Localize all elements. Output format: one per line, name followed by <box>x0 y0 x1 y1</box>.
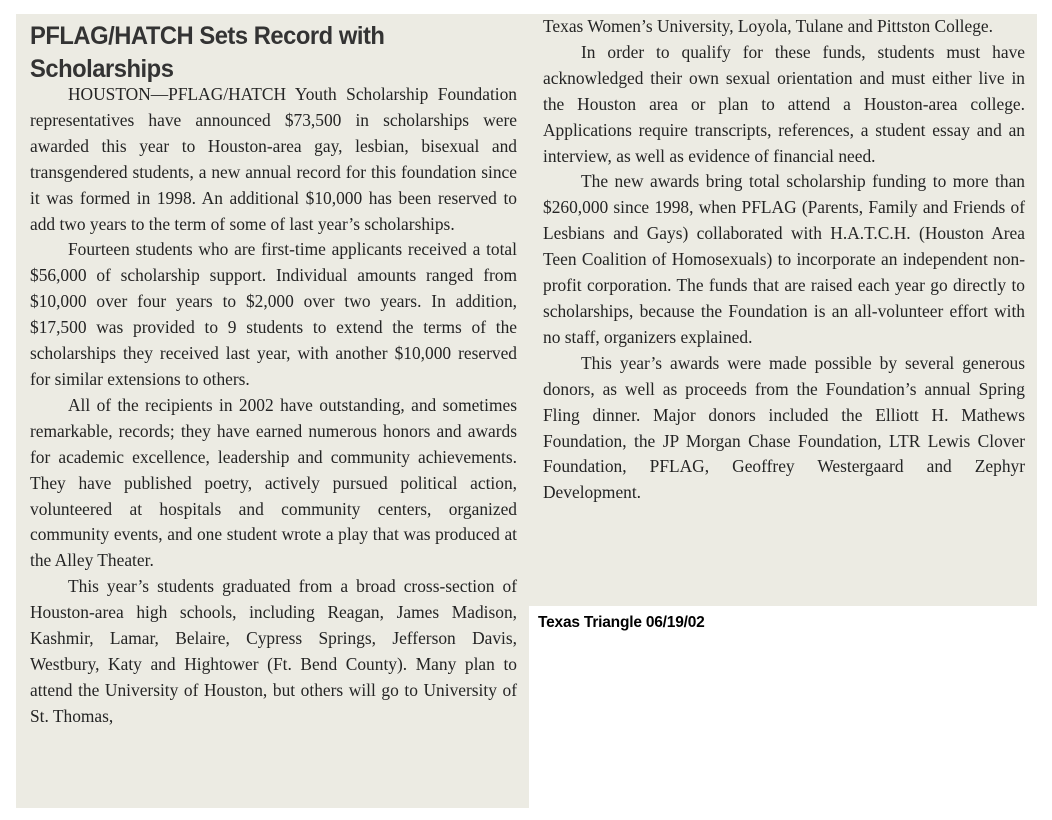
article-paragraph: The new awards bring total scholarship funding to more than $260,000 since 1998, when PFLAG (Parents, Family and Friends of Lesbians and Gays) collaborated with H.A.T.C.H. (Houston Area Teen Coalition of Homosexuals) to incorporate an independent non-profit corporation. The funds that are raised each year go directly to scholarships, because the Foundation is an all-volunteer effort with no staff, organizers explained. <box>543 171 1025 347</box>
article-left-column <box>16 14 529 808</box>
article-paragraph-continued: Texas Women’s University, Loyola, Tulane and Pittston College. <box>543 16 993 36</box>
article-paragraph: In order to qualify for these funds, students must have acknowledged their own sexual orientation and must either live in the Houston area or plan to attend a Houston-area college. Applications require transcripts, references, a student essay and an interview, as well as evidence of financial need. <box>543 41 1025 166</box>
article-paragraph: All of the recipients in 2002 have outstanding, and sometimes remarkable, records; they have earned numerous honors and awards for academic excellence, leadership and community achievements. They have published poetry, actively pursued political action, volunteered at hospitals and community centers, organized community events, and one student wrote a play that was produced at the Alley Theater. <box>30 394 517 571</box>
article-paragraph: This year’s awards were made possible by several generous donors, as well as proceeds from the Foundation’s annual Spring Fling dinner. Major donors included the Elliott H. Mathews Foundation, the JP Morgan Chase Foundation, LTR Lewis Clover Foundation, PFLAG, Geoffrey Westergaard and Zephyr Development. <box>543 352 1025 503</box>
article-paragraph: This year’s students graduated from a broad cross-section of Houston-area high schools, including Reagan, James Madison, Kashmir, Lamar, Belaire, Cypress Springs, Jefferson Davis, Westbury, Katy and Hightower (Ft. Bend County). Many plan to attend the University of Houston, but others will go to University of St. Thomas, <box>30 576 517 726</box>
article-headline: PFLAG/HATCH Sets Record with Scholarships <box>30 22 385 83</box>
source-citation: Texas Triangle 06/19/02 <box>538 614 705 631</box>
article-right-column <box>529 14 1037 606</box>
article-paragraph: Fourteen students who are first-time applicants received a total $56,000 of scholarship support. Individual amounts ranged from $10,000 over four years to $2,000 over two years. In addition, $17,500 was provided to 9 students to extend the terms of the scholarships they received last year, with another $10,000 reserved for similar extensions to others. <box>30 239 517 389</box>
article-paragraph: HOUSTON—PFLAG/HATCH Youth Scholarship Foundation representatives have announced $73,500 in scholarships were awarded this year to Houston-area gay, lesbian, bisexual and transgendered students, a new annual record for this foundation since it was formed in 1998. An additional $10,000 has been reserved to add two years to the term of some of last year’s scholarships. <box>30 84 517 234</box>
